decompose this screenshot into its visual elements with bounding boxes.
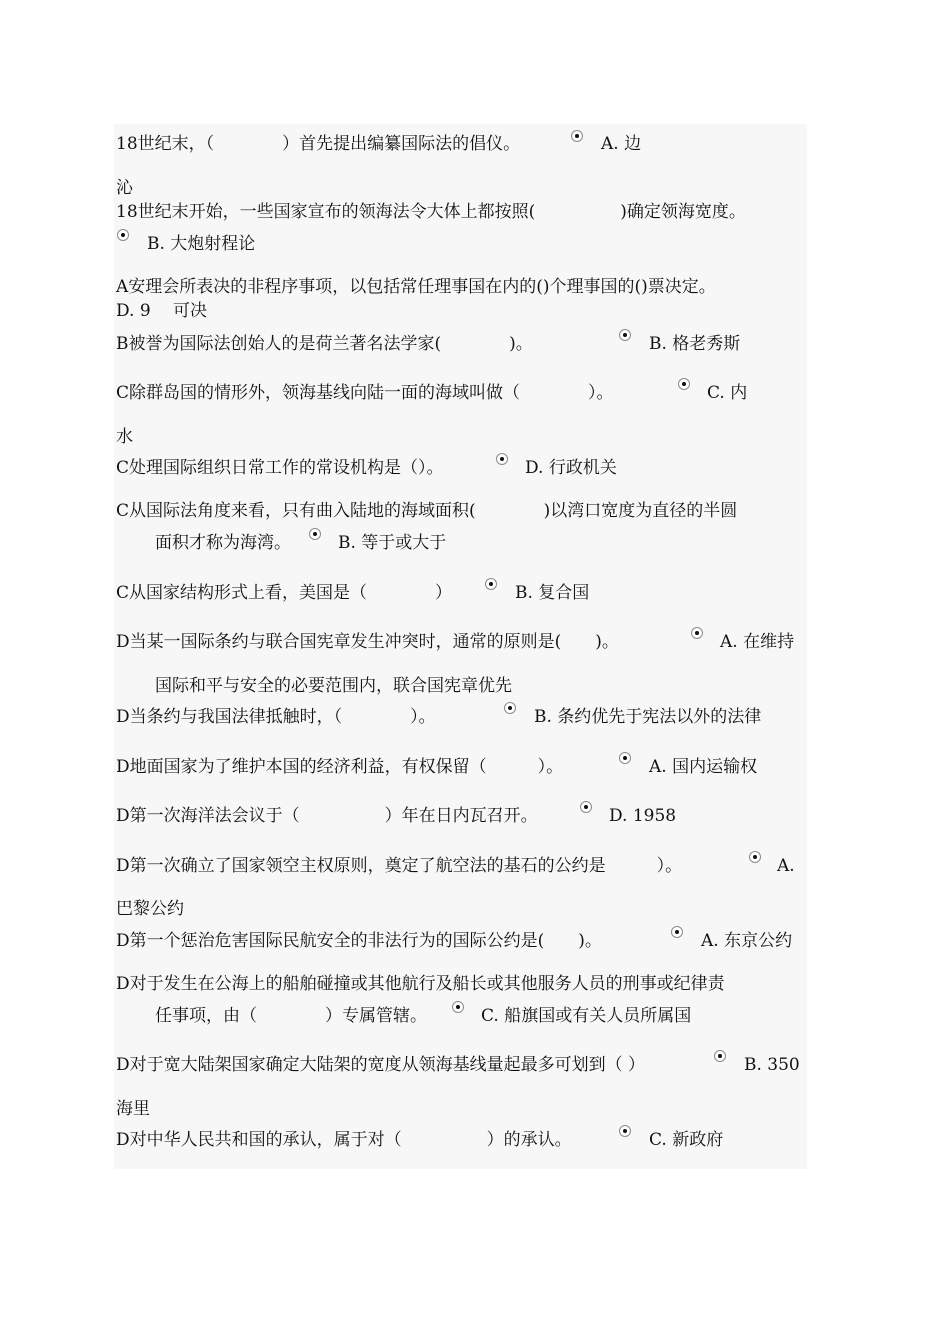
answer-text: A. 在维持 bbox=[720, 632, 795, 652]
question-text: D当某一国际条约与联合国宪章发生冲突时，通常的原则是( )。 bbox=[116, 632, 619, 652]
question-text: D当条约与我国法律抵触时，（ ）。 bbox=[116, 707, 436, 727]
answer-text: C. 船旗国或有关人员所属国 bbox=[481, 1006, 692, 1026]
answer-text: A. 国内运输权 bbox=[649, 757, 758, 777]
question-text: A安理会所表决的非程序事项，以包括常任理事国在内的()个理事国的()票决定。 bbox=[116, 277, 716, 297]
radio-selected-icon[interactable] bbox=[691, 627, 703, 639]
question-text: C从国际法角度来看，只有曲入陆地的海域面积( )以湾口宽度为直径的半圆 bbox=[116, 501, 738, 521]
question-text: B被誉为国际法创始人的是荷兰著名法学家( )。 bbox=[116, 334, 533, 354]
radio-selected-icon[interactable] bbox=[496, 453, 508, 465]
answer-text: B. 复合国 bbox=[515, 583, 590, 603]
answer-continuation: 水 bbox=[116, 427, 133, 447]
question-text: 18世纪末，（ ）首先提出编纂国际法的倡仪。 bbox=[116, 134, 521, 154]
question-text: 18世纪末开始，一些国家宣布的领海法令大体上都按照( )确定领海宽度。 bbox=[116, 202, 746, 222]
answer-text: D. 行政机关 bbox=[525, 458, 617, 478]
radio-selected-icon[interactable] bbox=[671, 926, 683, 938]
radio-selected-icon[interactable] bbox=[580, 801, 592, 813]
answer-text: B. 等于或大于 bbox=[338, 533, 447, 553]
radio-selected-icon[interactable] bbox=[309, 528, 321, 540]
question-text: D地面国家为了维护本国的经济利益，有权保留（ ）。 bbox=[116, 757, 564, 777]
question-text: C从国家结构形式上看，美国是（ ） bbox=[116, 583, 453, 603]
question-text: D对于发生在公海上的船舶碰撞或其他航行及船长或其他服务人员的刑事或纪律责 bbox=[116, 974, 725, 994]
answer-continuation: 海里 bbox=[116, 1099, 150, 1119]
question-text: D第一次确立了国家领空主权原则，奠定了航空法的基石的公约是 ）。 bbox=[116, 856, 683, 876]
question-text: C除群岛国的情形外，领海基线向陆一面的海域叫做（ ）。 bbox=[116, 383, 614, 403]
answer-text: D. 9 可决 bbox=[116, 301, 208, 321]
answer-text: B. 格老秀斯 bbox=[649, 334, 741, 354]
answer-text: B. 350 bbox=[744, 1055, 800, 1075]
answer-text: A. 边 bbox=[601, 134, 642, 154]
radio-selected-icon[interactable] bbox=[749, 851, 761, 863]
answer-text: C. 新政府 bbox=[649, 1130, 724, 1150]
answer-continuation: 沁 bbox=[116, 178, 133, 198]
question-continuation: 任事项，由（ ）专属管辖。 bbox=[155, 1006, 427, 1026]
radio-selected-icon[interactable] bbox=[714, 1050, 726, 1062]
question-continuation: 面积才称为海湾。 bbox=[155, 533, 291, 553]
radio-selected-icon[interactable] bbox=[619, 752, 631, 764]
radio-selected-icon[interactable] bbox=[619, 1125, 631, 1137]
answer-text: B. 大炮射程论 bbox=[147, 234, 256, 254]
answer-text: A. 东京公约 bbox=[701, 931, 793, 951]
question-text: C处理国际组织日常工作的常设机构是（）。 bbox=[116, 458, 444, 478]
answer-text: A. bbox=[777, 856, 795, 876]
radio-selected-icon[interactable] bbox=[117, 229, 129, 241]
question-line bbox=[116, 133, 520, 155]
question-text: D第一个惩治危害国际民航安全的非法行为的国际公约是( )。 bbox=[116, 931, 602, 951]
question-text: D第一次海洋法会议于（ ）年在日内瓦召开。 bbox=[116, 806, 538, 826]
answer-continuation: 巴黎公约 bbox=[116, 899, 184, 919]
radio-selected-icon[interactable] bbox=[571, 130, 583, 142]
answer-text: D. 1958 bbox=[609, 806, 677, 826]
answer-text: C. 内 bbox=[707, 383, 748, 403]
radio-selected-icon[interactable] bbox=[504, 702, 516, 714]
radio-selected-icon[interactable] bbox=[678, 378, 690, 390]
answer-text: B. 条约优先于宪法以外的法律 bbox=[534, 707, 762, 727]
answer-continuation: 国际和平与安全的必要范围内，联合国宪章优先 bbox=[155, 676, 512, 696]
radio-selected-icon[interactable] bbox=[452, 1001, 464, 1013]
question-text: D对于宽大陆架国家确定大陆架的宽度从领海基线量起最多可划到（ ） bbox=[116, 1055, 646, 1075]
question-text: D对中华人民共和国的承认，属于对（ ）的承认。 bbox=[116, 1130, 572, 1150]
radio-selected-icon[interactable] bbox=[485, 578, 497, 590]
radio-selected-icon[interactable] bbox=[619, 329, 631, 341]
